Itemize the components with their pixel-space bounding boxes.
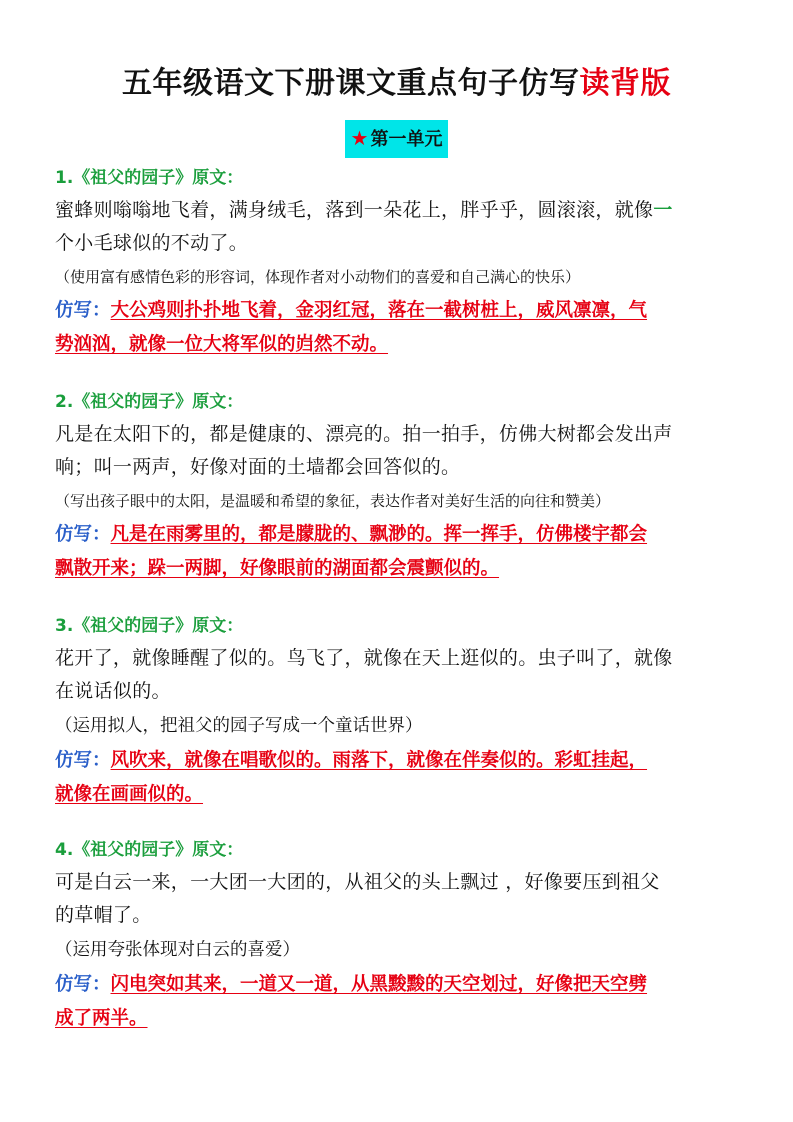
section-heading: 1.《祖父的园子》原文： — [55, 168, 244, 188]
original-line: 花开了，就像睡醒了似的。鸟飞了，就像在天上逛似的。虫子叫了，就像 — [55, 647, 673, 669]
section-1 — [55, 162, 745, 362]
original-line: 的草帽了。 — [55, 904, 152, 926]
imitation-line: 闪电突如其来，一道又一道，从黑黢黢的天空划过，好像把天空劈 — [110, 974, 648, 995]
imitation-line: 成了两半。 — [55, 1008, 148, 1029]
imitation-label: 仿写： — [55, 750, 111, 771]
page-title-main: 五年级语文下册课文重点句子仿写 — [122, 66, 580, 101]
original-line: 可是白云一来，一大团一大团的，从祖父的头上飘过 ，好像要压到祖父 — [55, 871, 660, 893]
original-line: 蜜蜂则嗡嗡地飞着，满身绒毛，落到一朵花上，胖乎乎，圆滚滚，就像 — [55, 199, 654, 221]
page-title-highlight: 读背版 — [579, 66, 671, 101]
original-text — [55, 194, 745, 260]
original-line: 凡是在太阳下的，都是健康的、漂亮的。拍一拍手，仿佛大树都会发出声 — [55, 423, 673, 445]
imitation-label: 仿写： — [55, 974, 111, 995]
star-icon: ★ — [350, 126, 369, 150]
page-title — [0, 62, 793, 106]
imitation-text — [55, 744, 745, 812]
original-line: 在说话似的。 — [55, 680, 171, 702]
imitation-line: 势汹汹，就像一位大将军似的岿然不动。 — [55, 334, 389, 355]
imitation-text — [55, 294, 745, 362]
imitation-line: 凡是在雨雾里的，都是朦胧的、飘渺的。挥一挥手，仿佛楼宇都会 — [110, 524, 648, 545]
original-line-end: 一 — [653, 199, 673, 221]
section-heading: 3.《祖父的园子》原文： — [55, 616, 244, 636]
unit-heading-label: 第一单元 — [370, 129, 443, 150]
annotation-note: （运用拟人，把祖父的园子写成一个童话世界） — [55, 716, 423, 736]
section-4 — [55, 834, 745, 1036]
imitation-text — [55, 518, 745, 586]
original-line: 响；叫一两声，好像对面的土墙都会回答似的。 — [55, 456, 461, 478]
imitation-line: 风吹来，就像在唱歌似的。雨落下，就像在伴奏似的。彩虹挂起， — [110, 750, 648, 771]
imitation-line: 大公鸡则扑扑地飞着，金羽红冠，落在一截树桩上，威风凛凛，气 — [110, 300, 648, 321]
unit-heading-wrap — [0, 120, 793, 158]
section-3 — [55, 610, 745, 812]
original-line: 个小毛球似的不动了。 — [55, 232, 249, 254]
original-text — [55, 866, 745, 932]
unit-heading — [345, 120, 449, 158]
imitation-text — [55, 968, 745, 1036]
section-heading: 2.《祖父的园子》原文： — [55, 392, 244, 412]
original-text — [55, 418, 745, 484]
annotation-note: （使用富有感情色彩的形容词，体现作者对小动物们的喜爱和自己满心的快乐） — [55, 268, 581, 286]
imitation-label: 仿写： — [55, 300, 111, 321]
imitation-line: 飘散开来；跺一两脚，好像眼前的湖面都会震颤似的。 — [55, 558, 500, 579]
annotation-note: （写出孩子眼中的太阳，是温暖和希望的象征，表达作者对美好生活的向往和赞美） — [55, 492, 611, 510]
annotation-note: （运用夸张体现对白云的喜爱） — [55, 940, 300, 960]
original-text — [55, 642, 745, 708]
section-heading: 4.《祖父的园子》原文： — [55, 840, 244, 860]
imitation-label: 仿写： — [55, 524, 111, 545]
section-2 — [55, 386, 745, 586]
imitation-line: 就像在画画似的。 — [55, 784, 204, 805]
